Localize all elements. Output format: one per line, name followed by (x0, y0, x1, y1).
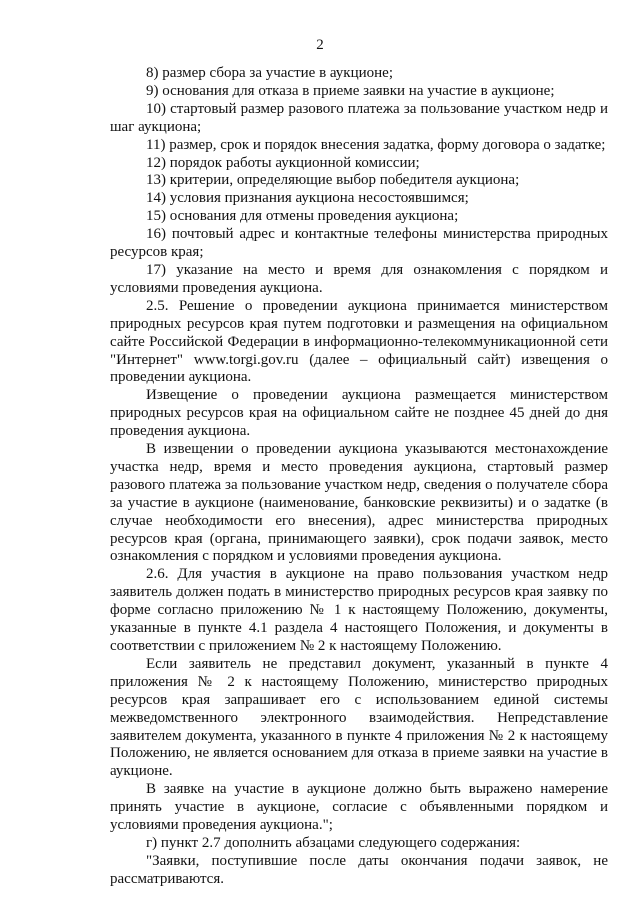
paragraph: Извещение о проведении аукциона размещается министерством природных ресурсов края на официальном сайте не позднее 45 дней до дня проведения аукциона. (110, 387, 608, 440)
paragraph: 9) основания для отказа в приеме заявки на участие в аукционе; (146, 82, 555, 99)
paragraph: 15) основания для отмены проведения аукциона; (146, 208, 459, 225)
paragraph: "Заявки, поступившие после даты окончания подачи заявок, не рассматриваются. (110, 852, 608, 887)
paragraph: г) пункт 2.7 дополнить абзацами следующего содержания: (146, 834, 521, 851)
paragraph: 13) критерии, определяющие выбор победителя аукциона; (146, 172, 520, 189)
paragraph: 11) размер, срок и порядок внесения задатка, форму договора о задатке; (146, 136, 606, 153)
paragraph: 12) порядок работы аукционной комиссии; (146, 154, 420, 171)
paragraph: 14) условия признания аукциона несостоявшимся; (146, 190, 469, 207)
paragraph: В заявке на участие в аукционе должно быть выражено намерение принять участие в аукционе, согласие с объявленными порядком и условиями проведения аукциона."; (110, 781, 608, 834)
paragraph: 2.6. Для участия в аукционе на право пользования участком недр заявитель должен подать в министерство природных ресурсов края заявку по форме согласно приложению № 1 к настоящему Положению, документы, указанные в пункте 4.1 раздела 4 настоящего Положения, и документы в соответствии с приложением № 2 к настоящему Положению. (110, 566, 608, 654)
paragraph: 2.5. Решение о проведении аукциона принимается министерством природных ресурсов края путем подготовки и размещения на официальном сайте Российской Федерации в информационно-телекоммуникационной сети "Интернет" www.torgi.gov.ru (далее – официальный сайт) извещения о проведении аукциона. (110, 297, 608, 386)
paragraph: 10) стартовый размер разового платежа за пользование участком недр и шаг аукциона; (110, 100, 608, 135)
document-body (110, 65, 608, 889)
paragraph: Если заявитель не представил документ, указанный в пункте 4 приложения № 2 к настоящему Положению, министерство природных ресурсов края запрашивает его с использованием единой системы межведомственного электронного взаимодействия. Непредставление заявителем документа, указанного в пункте 4 приложения № 2 к настоящему Положению, не является основанием для отказа в приеме заявки на участие в аукционе. (110, 655, 608, 780)
page-number: 2 (316, 37, 324, 53)
paragraph: 17) указание на место и время для ознакомления с порядком и условиями проведения аукциона. (110, 261, 608, 296)
paragraph: 16) почтовый адрес и контактные телефоны министерства природных ресурсов края; (110, 226, 608, 261)
paragraph: 8) размер сбора за участие в аукционе; (146, 65, 394, 81)
paragraph: В извещении о проведении аукциона указываются местонахождение участка недр, время и место проведения аукциона, стартовый размер разового платежа за пользование участком недр, сведения о получателе сбора за участие в аукционе (наименование, банковские реквизиты) и о задатке (в случае необходимости его внесения), адрес министерства природных ресурсов края (органа, принимающего заявки), срок подачи заявок, место ознакомления с порядком и условиями проведения аукциона. (110, 441, 608, 565)
